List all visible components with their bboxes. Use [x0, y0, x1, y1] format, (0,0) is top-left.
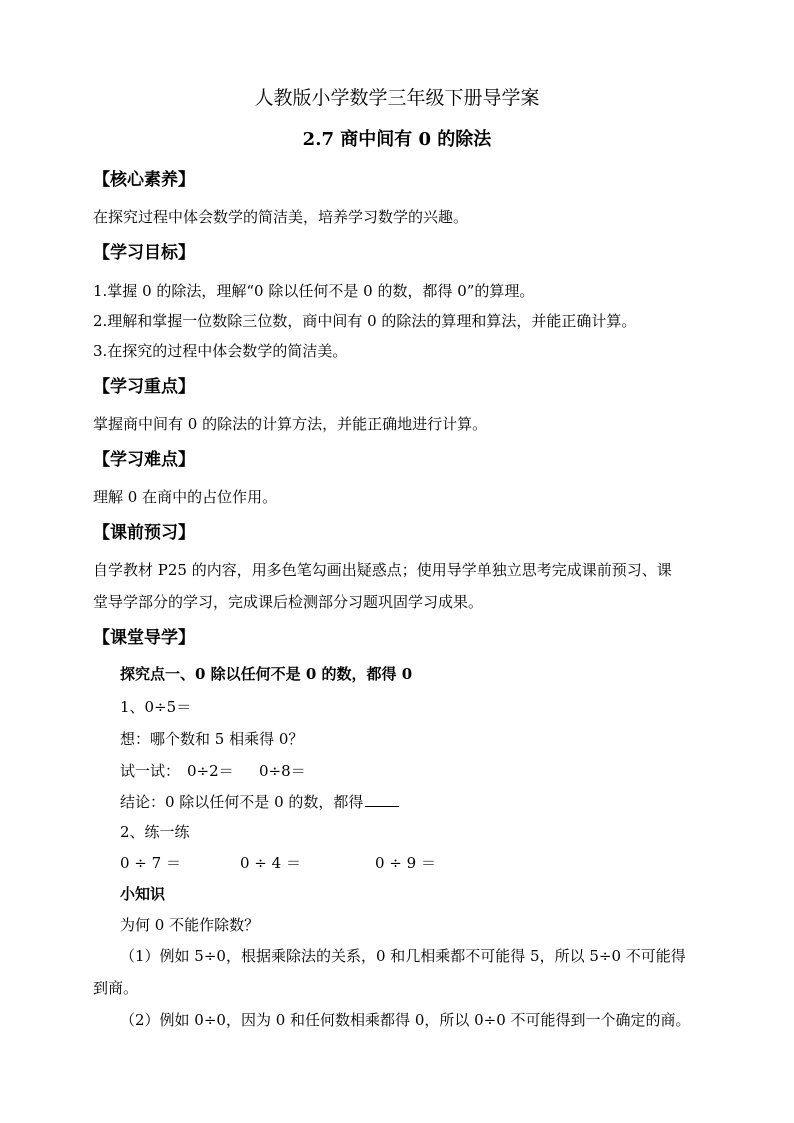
document-title: 人教版小学数学三年级下册导学案 [254, 87, 540, 109]
section-heading-core: 【核心素养】 [93, 170, 195, 190]
try-expression: 0÷2＝ [187, 762, 234, 780]
practice-expression: 0 ÷ 7 ＝ [120, 854, 181, 872]
answer-blank[interactable] [365, 792, 399, 807]
practice-expression: 0 ÷ 9 ＝ [375, 854, 436, 872]
preview-text-line: 自学教材 P25 的内容，用多色笔勾画出疑惑点；使用导学单独立思考完成课前预习、课 [93, 561, 672, 579]
tip-explanation-line: （2）例如 0÷0，因为 0 和任何数相乘都得 0，所以 0÷0 不可能得到一个确定的商。 [120, 1011, 691, 1029]
tip-explanation-line: （1）例如 5÷0，根据乘除法的关系，0 和几相乘都不可能得 5，所以 5÷0 不可能得 [120, 947, 686, 965]
tip-explanation-line: 到商。 [93, 979, 139, 997]
practice-title: 2、练一练 [120, 823, 190, 841]
think-prompt: 想：哪个数和 5 相乘得 0？ [120, 730, 304, 748]
goal-item: 2.理解和掌握一位数除三位数，商中间有 0 的除法的算理和算法，并能正确计算。 [93, 312, 637, 330]
section-heading-preview: 【课前预习】 [93, 523, 195, 543]
goal-item: 1.掌握 0 的除法，理解“0 除以任何不是 0 的数，都得 0”的算理。 [93, 282, 535, 300]
try-label: 试一试： [120, 762, 181, 780]
section-heading-key: 【学习重点】 [93, 377, 195, 397]
lesson-title: 2.7 商中间有 0 的除法 [302, 129, 492, 150]
practice-expression: 0 ÷ 4 ＝ [240, 854, 301, 872]
section-heading-difficulty: 【学习难点】 [93, 450, 195, 470]
key-text: 掌握商中间有 0 的除法的计算方法，并能正确地进行计算。 [93, 415, 488, 433]
goal-item: 3.在探究的过程中体会数学的简洁美。 [93, 342, 348, 360]
question-1: 1、0÷5＝ [120, 698, 192, 716]
section-heading-guide: 【课堂导学】 [93, 628, 195, 648]
conclusion-text: 结论：0 除以任何不是 0 的数，都得 [120, 793, 364, 811]
explore-point-title: 探究点一、0 除以任何不是 0 的数，都得 0 [120, 665, 413, 683]
tip-question: 为何 0 不能作除数？ [120, 916, 260, 934]
tip-title: 小知识 [120, 885, 166, 903]
difficulty-text: 理解 0 在商中的占位作用。 [93, 488, 278, 506]
conclusion-line [120, 792, 399, 812]
core-text: 在探究过程中体会数学的简洁美，培养学习数学的兴趣。 [93, 208, 469, 226]
preview-text-line: 堂导学部分的学习，完成课后检测部分习题巩固学习成果。 [93, 593, 484, 611]
try-expression: 0÷8＝ [259, 762, 306, 780]
section-heading-goals: 【学习目标】 [93, 243, 195, 263]
